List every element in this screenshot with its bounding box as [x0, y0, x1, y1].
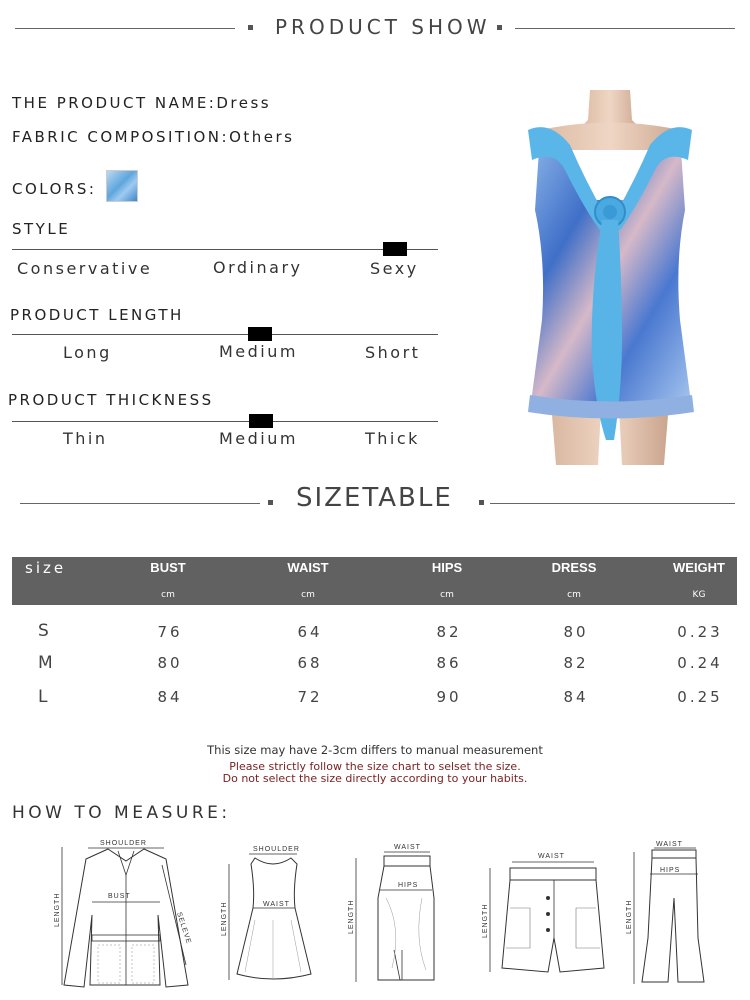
style-option-sexy: Sexy	[370, 259, 419, 278]
unit-waist: cm	[301, 590, 315, 600]
table-cell: 84	[563, 688, 589, 706]
length-option-medium: Medium	[219, 342, 298, 361]
dress-measure-diagram	[215, 840, 315, 985]
table-cell: 64	[297, 623, 323, 641]
col-header-hips: HIPS	[431, 560, 463, 575]
product-show-title: PRODUCT SHOW	[275, 15, 491, 39]
header-dot-right	[497, 25, 502, 30]
col-header-waist: WAIST	[287, 560, 329, 575]
size-warning-2: Do not select the size directly according to your habits.	[222, 772, 528, 785]
pants-hips-label: HIPS	[660, 867, 681, 874]
size-column-header: size	[25, 559, 67, 577]
unit-dress: cm	[567, 590, 581, 600]
shirt-bust-label: BUST	[108, 893, 131, 900]
sizetable-rule-left	[20, 503, 260, 504]
sizetable-dot-right	[479, 500, 484, 505]
skirt-length-label: LENGTH	[348, 899, 355, 934]
table-cell: 86	[436, 654, 462, 672]
length-scale-line	[12, 334, 438, 335]
product-name-label: THE PRODUCT NAME:	[12, 94, 217, 112]
header-rule-left	[15, 28, 235, 29]
size-warning-1: Please strictly follow the size chart to selset the size.	[229, 760, 521, 773]
length-option-short: Short	[365, 343, 421, 362]
table-row-size: M	[38, 653, 53, 673]
style-option-ordinary: Ordinary	[213, 258, 303, 277]
dress-waist-label: WAIST	[263, 901, 290, 908]
sizetable-rule-right	[490, 503, 735, 504]
table-cell: 84	[157, 688, 183, 706]
product-photo	[510, 90, 710, 465]
table-cell: 82	[563, 654, 589, 672]
table-cell: 68	[297, 654, 323, 672]
product-name	[12, 94, 271, 112]
length-title: PRODUCT LENGTH	[10, 306, 184, 324]
header-rule-right	[515, 28, 735, 29]
measurement-note: This size may have 2-3cm differs to manual measurement	[207, 743, 543, 757]
dress-shoulder-label: SHOULDER	[253, 846, 300, 853]
thickness-scale-line	[12, 421, 438, 422]
fabric-value: Others	[229, 128, 295, 146]
table-cell: 0.25	[677, 688, 723, 706]
style-title: STYLE	[12, 220, 71, 238]
table-row-size: L	[38, 687, 48, 707]
thickness-option-medium: Medium	[219, 429, 298, 448]
sizetable-dot-left	[268, 500, 273, 505]
col-header-dress: DRESS	[551, 560, 597, 575]
sizetable-title: SIZETABLE	[296, 483, 453, 513]
product-name-value: Dress	[216, 94, 272, 112]
thickness-scale-marker[interactable]	[249, 414, 273, 428]
shirt-measure-diagram	[48, 835, 208, 993]
fabric-label: FABRIC COMPOSITION:	[12, 128, 230, 146]
length-scale-marker[interactable]	[248, 327, 272, 341]
color-swatch[interactable]	[106, 170, 138, 202]
shorts-measure-diagram	[476, 848, 616, 976]
size-table-header	[12, 557, 737, 605]
thickness-option-thick: Thick	[365, 429, 420, 448]
table-cell: 76	[157, 623, 183, 641]
table-cell: 82	[436, 623, 462, 641]
pants-length-label: LENGTH	[626, 899, 633, 934]
pants-waist-label: WAIST	[656, 841, 683, 848]
pants-measure-diagram	[620, 838, 710, 988]
dress-length-label: LENGTH	[221, 901, 228, 936]
table-cell: 80	[157, 654, 183, 672]
colors-label: COLORS:	[12, 180, 97, 198]
table-cell: 0.24	[677, 654, 723, 672]
shorts-waist-label: WAIST	[538, 853, 565, 860]
table-cell: 72	[297, 688, 323, 706]
style-scale-marker[interactable]	[383, 242, 407, 256]
shirt-sleeve-label: SELEVE	[175, 911, 193, 946]
col-header-bust: BUST	[150, 560, 186, 575]
skirt-measure-diagram	[342, 838, 442, 986]
table-cell: 80	[563, 623, 589, 641]
shirt-shoulder-label: SHOULDER	[100, 840, 147, 847]
thickness-option-thin: Thin	[63, 429, 108, 448]
fabric-composition	[12, 128, 294, 146]
thickness-title: PRODUCT THICKNESS	[8, 391, 214, 409]
unit-weight: KG	[692, 590, 706, 600]
style-scale-line	[12, 249, 438, 250]
unit-hips: cm	[440, 590, 454, 600]
table-cell: 90	[436, 688, 462, 706]
col-header-weight: WEIGHT	[673, 560, 725, 575]
header-dot-left	[248, 25, 253, 30]
length-option-long: Long	[63, 343, 112, 362]
shirt-length-label: LENGTH	[54, 892, 61, 927]
unit-bust: cm	[161, 590, 175, 600]
style-option-conservative: Conservative	[17, 259, 153, 278]
table-row-size: S	[38, 621, 49, 641]
how-to-measure-title: HOW TO MEASURE:	[12, 803, 231, 823]
skirt-waist-label: WAIST	[394, 844, 421, 851]
skirt-hips-label: HIPS	[398, 882, 419, 889]
table-cell: 0.23	[677, 623, 723, 641]
shorts-length-label: LENGTH	[482, 903, 489, 938]
